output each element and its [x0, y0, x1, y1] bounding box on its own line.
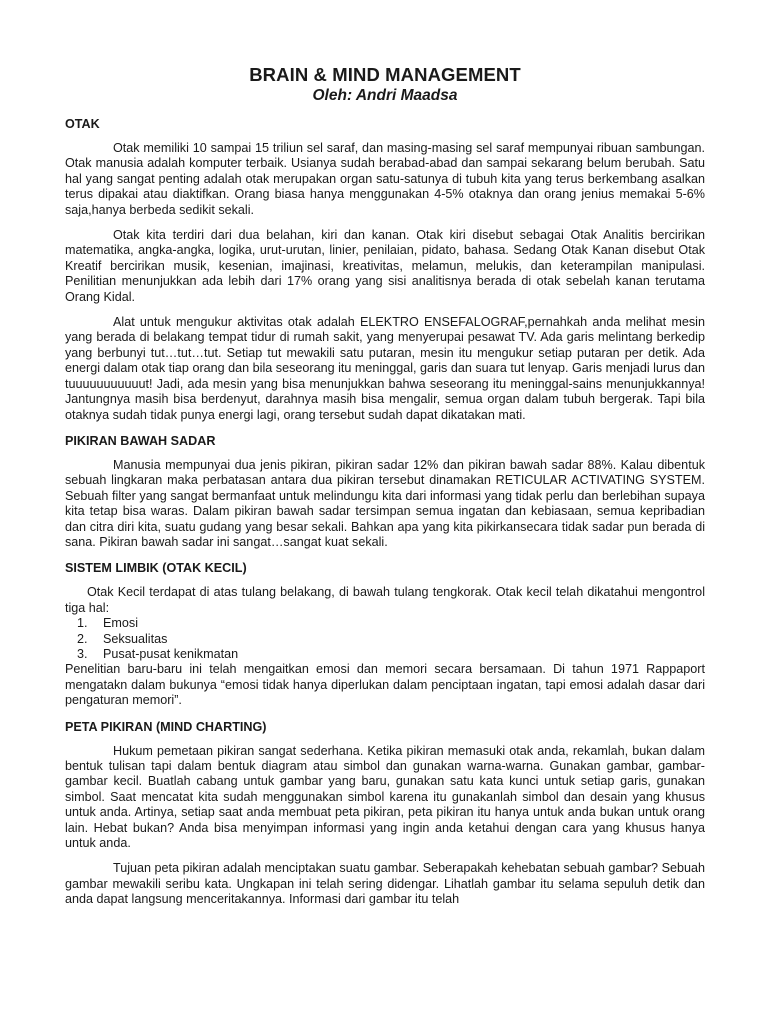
paragraph: Otak kita terdiri dari dua belahan, kiri dan kanan. Otak kiri disebut sebagai Otak Analitis bercirikan matematika, angka-angka, logika, urut-urutan, linier, penilaian, pidato, bahasa. Sedang Otak Kanan disebut Otak Kreatif bercirikan musik, kesenian, imajinasi, kreativitas, melamun, melukis, dan keterampilan manipulasi. Penilitian menunjukkan ada lebih dari 17% orang yang sisi analitisnya berada di otak sebelah kanan terutama Orang Kidal.	[65, 228, 705, 304]
list-item: 3. Pusat-pusat kenikmatan	[91, 647, 705, 662]
paragraph: Manusia mempunyai dua jenis pikiran, pikiran sadar 12% dan pikiran bawah sadar 88%. Kalau dibentuk sebuah lingkaran maka perbatasan antara dua pikiran tersebut dinamakan RETICULAR ACTIVATING SYSTEM. Sebuah filter yang sangat bermanfaat untuk melindungu kita dari informasi yang tidak perlu dan berlebihan supaya kita tetap bisa waras. Dalam pikiran bawah sadar tersimpan semua ingatan dan kebiasaan, semua kepribadian dan citra diri kita, suatu gudang yang besar sekali. Bahkan apa yang kita pikirkansecara tidak sadar pun berada di sana. Pikiran bawah sadar ini sangat…sangat kuat sekali.	[65, 457, 705, 549]
document-author: Oleh: Andri Maadsa	[312, 87, 458, 104]
numbered-list	[65, 616, 705, 662]
paragraph: Alat untuk mengukur aktivitas otak adalah ELEKTRO ENSEFALOGRAF,pernahkah anda melihat mesin yang berada di belakang tempat tidur di rumah sakit, yang menyerupai pesawat TV. Ada garis melintang berkedip yang berbunyi tut…tut…tut. Setiap tut mewakili satu putaran, mesin itu mengukur setiap putaran per detik. Ada energi dalam otak tiap orang dan bila seseorang itu meninggal, garis dan suara tut lenyap. Garis menjadi lurus dan tuuuuuuuuuuut! Jadi, ada mesin yang bisa menunjukkan bahwa seseorang itu meninggal-sains menunjukkannya! Jantungnya masih bisa berdenyut, darahnya masih bisa mengalir, semua organ dalam tubuh bergerak. Tapi bila otaknya sudah tidak punya energi lagi, orang tersebut sudah dapat dikatakan mati.	[65, 315, 705, 422]
list-item: 2. Seksualitas	[91, 632, 705, 647]
paragraph: Hukum pemetaan pikiran sangat sederhana. Ketika pikiran memasuki otak anda, rekamlah, bukan dalam bentuk tulisan tapi dalam bentuk diagram atau simbol dan gunakan warna-warna. Gunakan gambar, gambar-gambar kecil. Buatlah cabang untuk gambar yang baru, gunakan satu kata kunci untuk setiap garis, gunakan simbol. Saat mencatat kita sudah menggunakan simbol karena itu gunakanlah simbol dan desain yang khusus untuk anda. Artinya, setiap saat anda membuat peta pikiran, peta pikiran itu hanya untuk anda bukan untuk orang lain. Hebat bukan? Anda bisa menyimpan informasi yang ingin anda ketahui dengan cara yang khusus hanya untuk anda.	[65, 743, 705, 851]
paragraph: Penelitian baru-baru ini telah mengaitkan emosi dan memori secara bersamaan. Di tahun 1971 Rappaport mengatakn dalam bukunya “emosi tidak hanya diperlukan dalam penciptaan ingatan, tapi emosi adalah dasar dari pengaturan memori”.	[65, 662, 705, 708]
paragraph: Otak memiliki 10 sampai 15 triliun sel saraf, dan masing-masing sel saraf mempunyai ribuan sambungan. Otak manusia adalah komputer terbaik. Usianya sudah berabad-abad dan sampai sekarang belum berubah. Satu hal yang sangat penting adalah otak merupakan organ satu-satunya di tubuh kita yang terus berkembang asalkan terus dipakai atau diaktifkan. Orang biasa hanya menggunakan 4-5% otaknya dan orang jenius memakai 5-6% saja,hanya berbeda sedikit sekali.	[65, 141, 705, 217]
section-heading-otak: OTAK	[65, 117, 100, 131]
paragraph: Tujuan peta pikiran adalah menciptakan suatu gambar. Seberapakah kehebatan sebuah gambar? Sebuah gambar mewakili seribu kata. Ungkapan ini telah sering didengar. Lihatlah gambar itu selama sepuluh detik dan anda dapat langsung menceritakannya. Informasi dari gambar itu telah	[65, 861, 705, 907]
list-item: 1. Emosi	[91, 616, 705, 631]
section-heading-pikiran-bawah-sadar: PIKIRAN BAWAH SADAR	[65, 433, 216, 448]
section-heading-peta-pikiran: PETA PIKIRAN (MIND CHARTING)	[65, 719, 267, 734]
paragraph-truncated-wrapper	[65, 861, 705, 907]
section-heading-sistem-limbik: SISTEM LIMBIK (OTAK KECIL)	[65, 561, 247, 576]
document-title: BRAIN & MIND MANAGEMENT	[249, 64, 521, 85]
paragraph: Otak Kecil terdapat di atas tulang belakang, di bawah tulang tengkorak. Otak kecil telah dikatahui mengontrol tiga hal:	[65, 585, 705, 615]
